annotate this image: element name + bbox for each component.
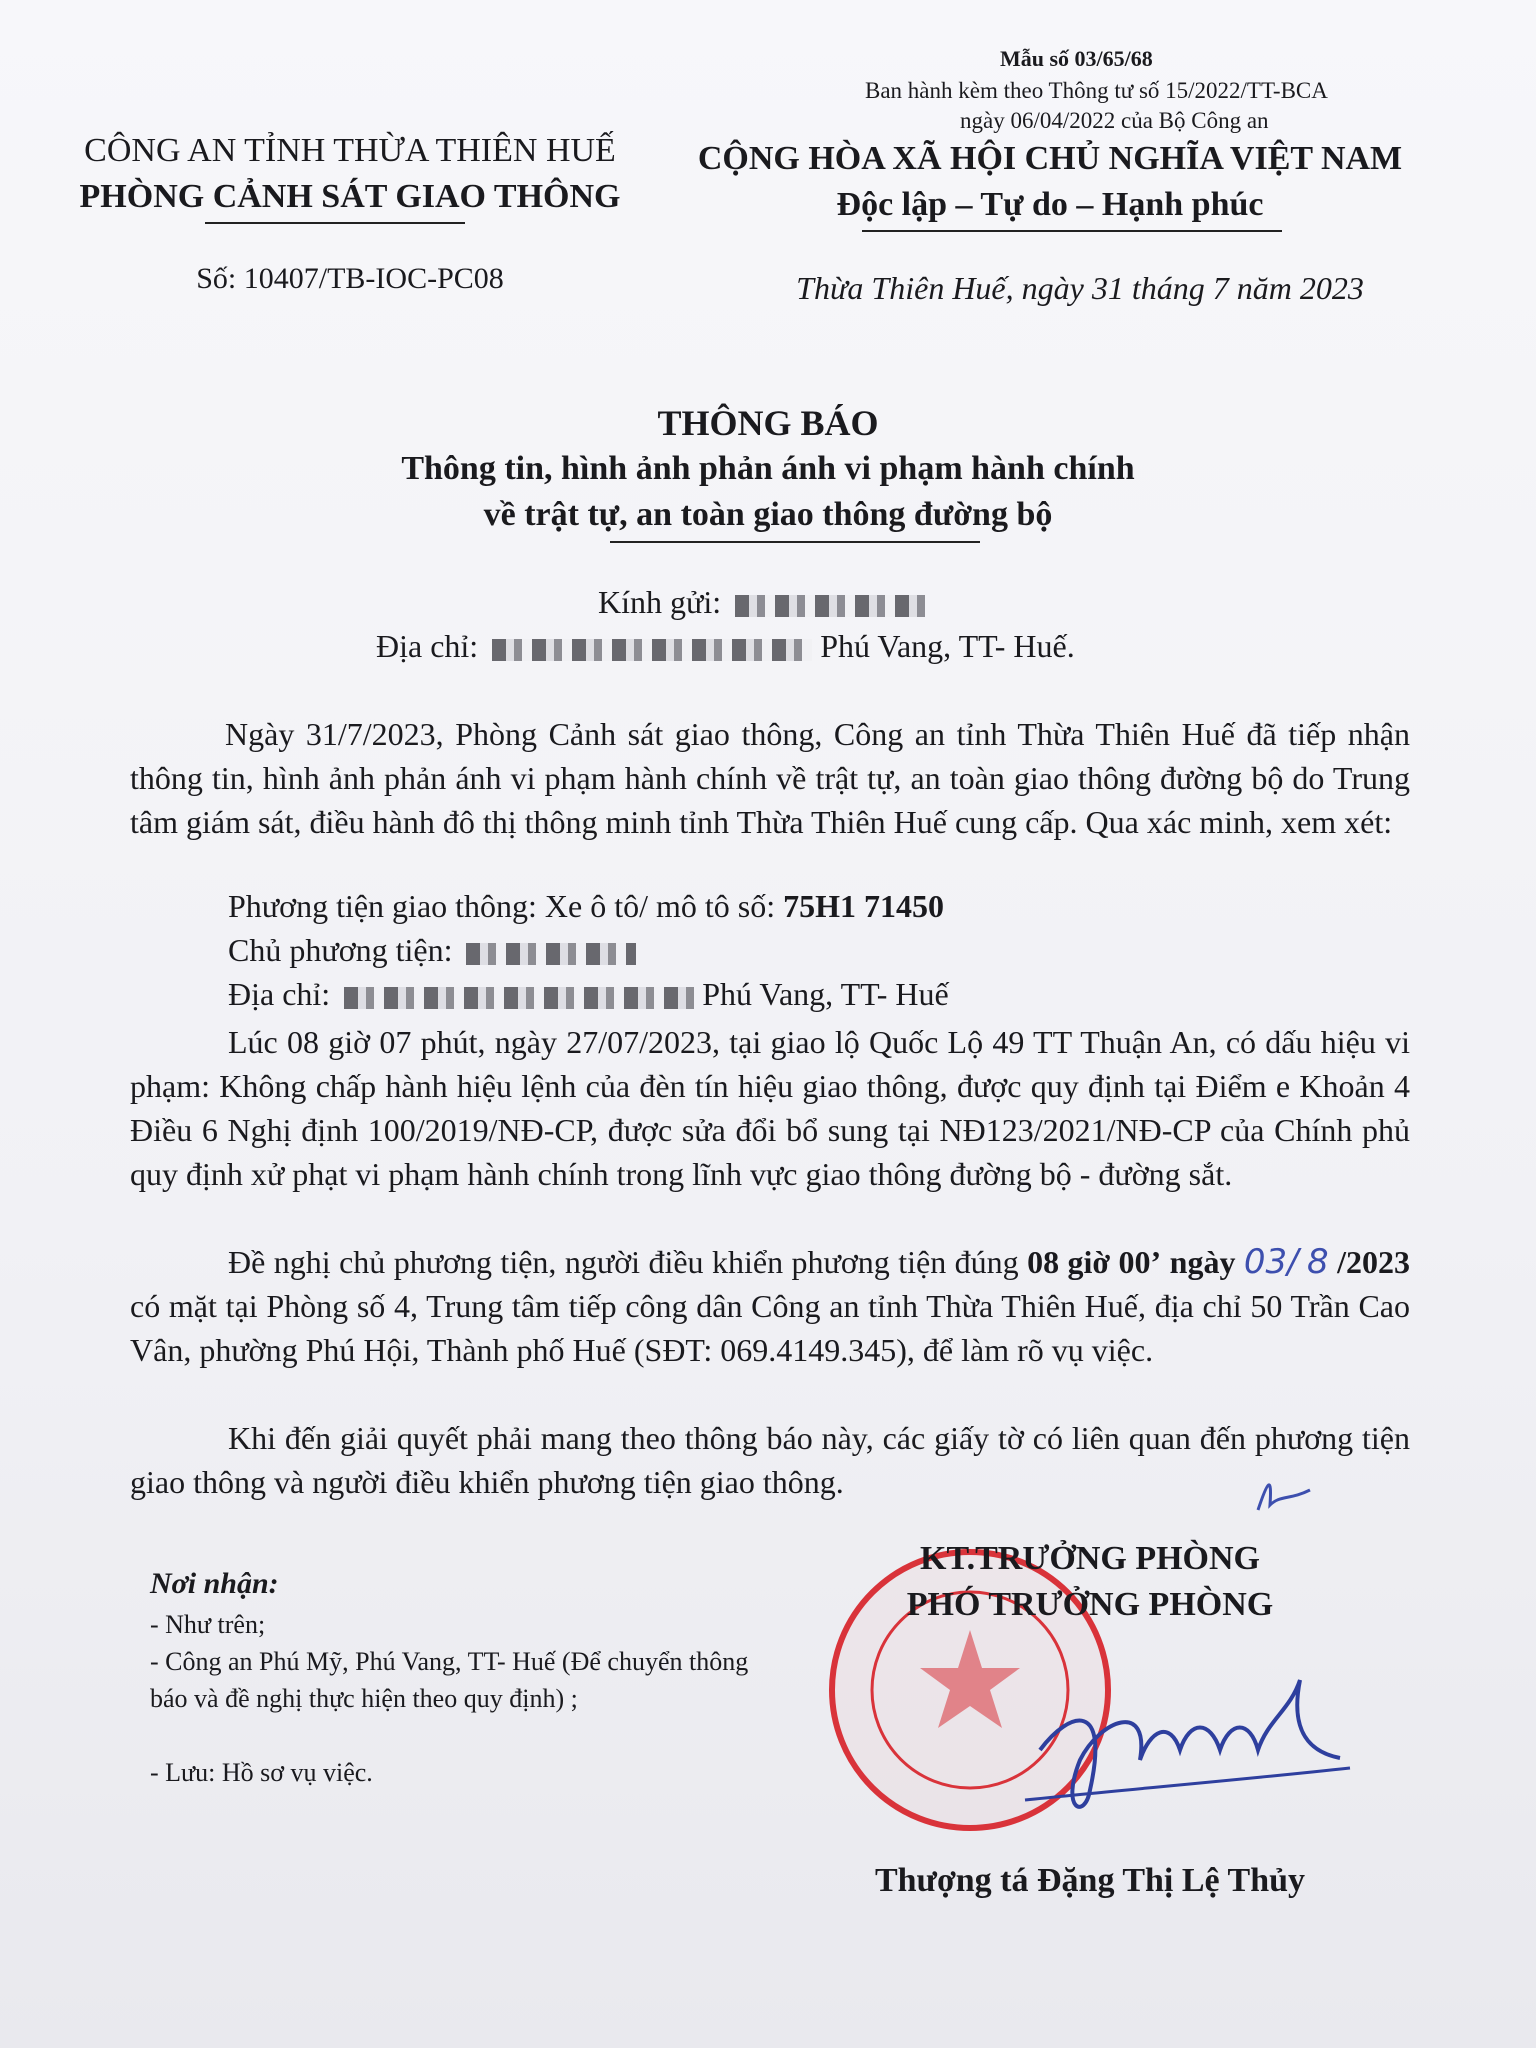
- doc-subtitle-2: về trật tự, an toàn giao thông đường bộ: [483, 496, 1053, 533]
- signature-role-2: PHÓ TRƯỞNG PHÒNG: [906, 1586, 1274, 1623]
- request-year: /2023: [1337, 1244, 1410, 1280]
- license-plate: 75H1 71450: [783, 888, 945, 924]
- address-label: Địa chỉ:: [376, 628, 479, 664]
- redacted-address: [492, 639, 812, 661]
- request-intro: Đề nghị chủ phương tiện, người điều khiển phương tiện đúng: [228, 1244, 1019, 1280]
- recipients-item-3: - Lưu: Hồ sơ vụ việc.: [150, 1758, 373, 1787]
- handwritten-signature: [1000, 1640, 1360, 1850]
- violation-paragraph: Lúc 08 giờ 07 phút, ngày 27/07/2023, tại giao lộ Quốc Lộ 49 TT Thuận An, có dấu hiệu vi phạm: Không chấp hành hiệu lệnh của đèn tín hiệu giao thông, được quy định tại Điểm e Khoản 4 Điều 6 Nghị định 100/2019/NĐ-CP, được sửa đổi bổ sung tại NĐ123/2021/NĐ-CP của Chính phủ quy định xử phạt vi phạm hành chính trong lĩnh vực giao thông đường bộ - đường sắt.: [130, 1024, 1410, 1192]
- motto-underline: [862, 230, 1282, 232]
- recipients-item-1: - Như trên;: [150, 1610, 266, 1639]
- nation-motto: Độc lập – Tự do – Hạnh phúc: [836, 186, 1264, 223]
- form-issued-by: Ban hành kèm theo Thông tư số 15/2022/TT-BCA: [865, 78, 1328, 103]
- redacted-name: [735, 595, 925, 617]
- agency-parent: CÔNG AN TỈNH THỪA THIÊN HUẾ: [84, 132, 616, 169]
- vehicle-line: [228, 888, 944, 925]
- redacted-owner-address: [344, 987, 694, 1009]
- request-rest: có mặt tại Phòng số 4, Trung tâm tiếp công dân Công an tỉnh Thừa Thiên Huế, địa chỉ 50 Trần Cao Vân, phường Phú Hội, Thành phố Huế (SĐT: 069.4149.345), để làm rõ vụ việc.: [130, 1288, 1410, 1368]
- form-issued-date: ngày 06/04/2022 của Bộ Công an: [960, 108, 1269, 133]
- agency-name: PHÒNG CẢNH SÁT GIAO THÔNG: [79, 178, 621, 215]
- initial-mark: [1250, 1470, 1320, 1520]
- place-date: Thừa Thiên Huế, ngày 31 tháng 7 năm 2023: [796, 270, 1364, 306]
- owner-line: [228, 932, 636, 969]
- signature-role-1: KT.TRƯỞNG PHÒNG: [920, 1540, 1260, 1577]
- title-underline: [610, 541, 980, 543]
- address-suffix: Phú Vang, TT- Huế.: [820, 628, 1075, 664]
- redacted-owner: [466, 943, 636, 965]
- form-number: Mẫu số 03/65/68: [1000, 46, 1153, 71]
- request-day-label: ngày: [1169, 1244, 1236, 1280]
- recipient-greeting: [598, 584, 925, 621]
- owner-address-suffix: Phú Vang, TT- Huế: [702, 976, 949, 1012]
- agency-underline: [205, 222, 465, 224]
- request-time: 08 giờ 00’: [1027, 1244, 1162, 1280]
- doc-subtitle-1: Thông tin, hình ảnh phản ánh vi phạm hành chính: [401, 450, 1135, 487]
- recipient-address: [376, 628, 1075, 665]
- nation-name: CỘNG HÒA XÃ HỘI CHỦ NGHĨA VIỆT NAM: [697, 140, 1403, 177]
- body-intro: Ngày 31/7/2023, Phòng Cảnh sát giao thông, Công an tỉnh Thừa Thiên Huế đã tiếp nhận thông tin, hình ảnh phản ánh vi phạm hành chính về trật tự, an toàn giao thông đường bộ do Trung tâm giám sát, điều hành đô thị thông minh tỉnh Thừa Thiên Huế cung cấp. Qua xác minh, xem xét:: [130, 716, 1410, 840]
- owner-label: Chủ phương tiện:: [228, 932, 453, 968]
- request-paragraph: [130, 1240, 1410, 1372]
- doc-title: THÔNG BÁO: [657, 403, 879, 443]
- handwritten-month: 8: [1307, 1242, 1329, 1282]
- closing-paragraph: Khi đến giải quyết phải mang theo thông báo này, các giấy tờ có liên quan đến phương tiện giao thông và người điều khiển phương tiện giao thông.: [130, 1420, 1410, 1500]
- recipients-item-2: - Công an Phú Mỹ, Phú Vang, TT- Huế (Để chuyển thông báo và đề nghị thực hiện theo quy định) ;: [150, 1647, 749, 1713]
- owner-address-label: Địa chỉ:: [228, 976, 331, 1012]
- recipients-heading: Nơi nhận:: [150, 1567, 279, 1600]
- doc-number: Số: 10407/TB-IOC-PC08: [196, 262, 504, 295]
- handwritten-day: 03/: [1243, 1242, 1299, 1282]
- owner-address-line: [228, 976, 949, 1013]
- signer-name: Thượng tá Đặng Thị Lệ Thủy: [874, 1862, 1306, 1899]
- greeting-label: Kính gửi:: [598, 584, 722, 620]
- vehicle-label: Phương tiện giao thông: Xe ô tô/ mô tô số:: [228, 888, 776, 924]
